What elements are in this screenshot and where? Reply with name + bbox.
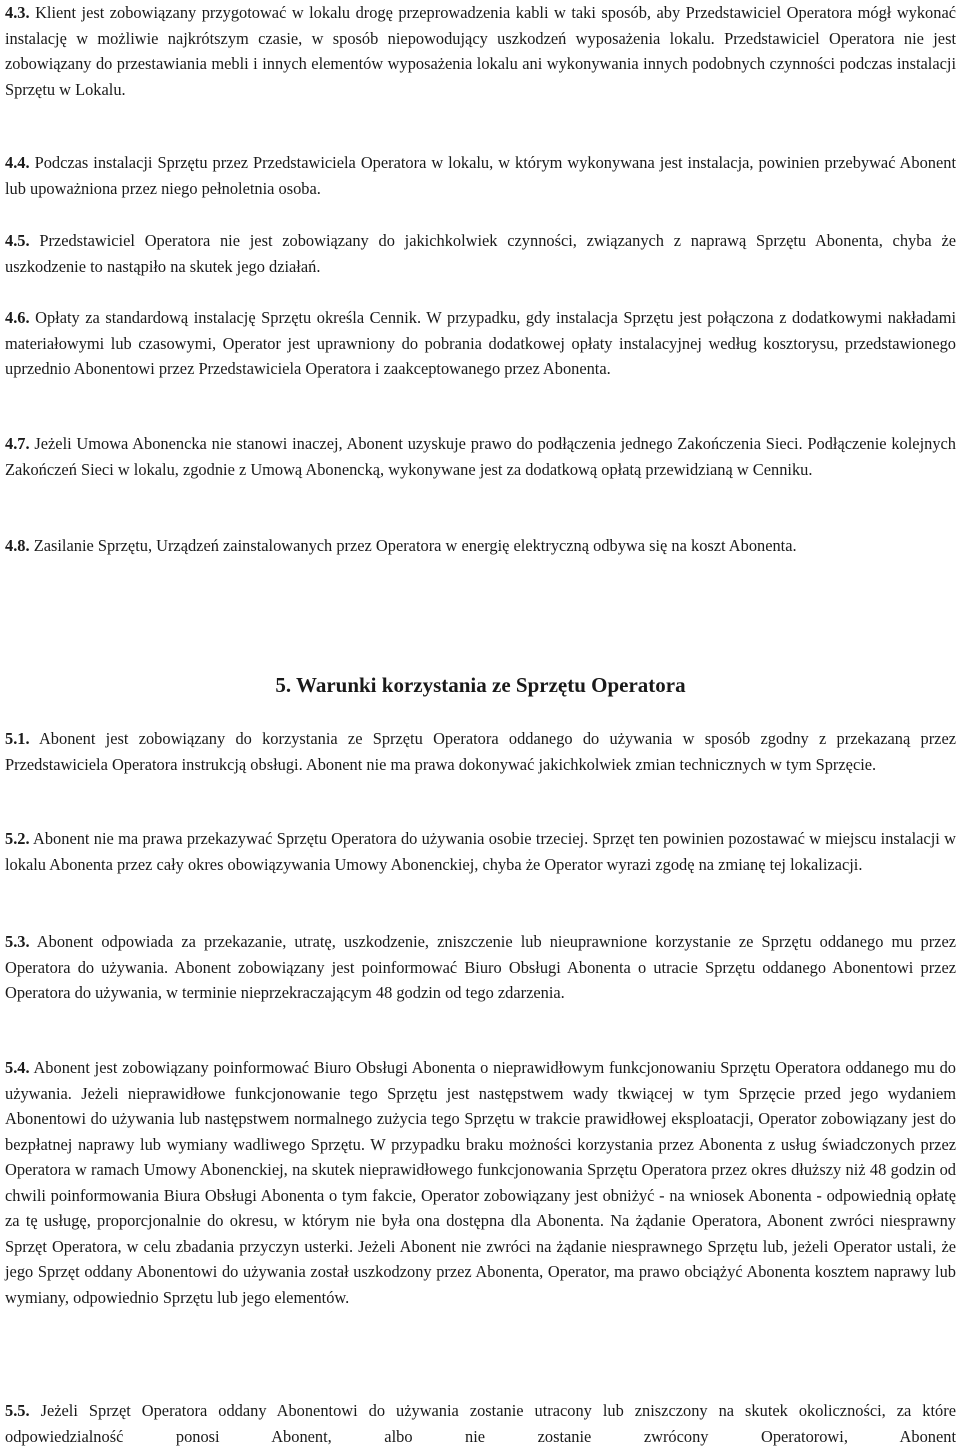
- paragraph-text: Abonent jest zobowiązany poinformować Biuro Obsługi Abonenta o nieprawidłowym funkcjonowaniu Sprzętu Operatora oddanego mu do używania. Jeżeli nieprawidłowe funkcjonowanie tego Sprzętu jest następstwem wady tkwiącej w tym Sprzęcie przed jego wydaniem Abonentowi do używania lub następstwem normalnego zużycia tego Sprzętu w trakcie prawidłowej eksploatacji, Operator zobowiązany jest do bezpłatnej naprawy lub wymiany wadliwego Sprzętu. W przypadku braku możności korzystania przez Abonenta z usług świadczonych przez Operatora w ramach Umowy Abonenckiej, na skutek nieprawidłowego funkcjonowania Sprzętu Operatora przez okres dłuższy niż 48 godzin od chwili poinformowania Biura Obsługi Abonenta o tym fakcie, Operator zobowiązany jest obniżyć - na wniosek Abonenta - odpowiednią opłatę za tę usługę, proporcjonalnie do okresu, w którym nie była ona dostępna dla Abonenta. Na żądanie Operatora, Abonent zwróci niesprawny Sprzęt Operatora, w celu zbadania przyczyn usterki. Jeżeli Abonent nie zwróci na żądanie niesprawnego Sprzętu lub, jeżeli Operator ustali, że jego Sprzęt oddany Abonentowi do używania został uszkodzony przez Abonenta, Operator, ma prawo obciążyć Abonenta kosztem naprawy lub wymiany, odpowiednio Sprzętu lub jego elementów.: [5, 1058, 956, 1307]
- paragraph-4-7: [5, 431, 956, 482]
- paragraph-number: 4.6.: [5, 308, 30, 327]
- paragraph-text: Jeżeli Umowa Abonencka nie stanowi inaczej, Abonent uzyskuje prawo do podłączenia jednego Zakończenia Sieci. Podłączenie kolejnych Zakończeń Sieci w lokalu, zgodnie z Umową Abonencką, wykonywane jest za dodatkową opłatą przewidzianą w Cenniku.: [5, 434, 956, 479]
- paragraph-text: Podczas instalacji Sprzętu przez Przedstawiciela Operatora w lokalu, w którym wykonywana jest instalacja, powinien przebywać Abonent lub upoważniona przez niego pełnoletnia osoba.: [5, 153, 956, 198]
- paragraph-text: Jeżeli Sprzęt Operatora oddany Abonentowi do używania zostanie utracony lub zniszczony na skutek okoliczności, za które odpowiedzialność ponosi Abonent, albo nie zostanie zwrócony Operatorowi, Abonent: [5, 1401, 956, 1446]
- paragraph-number: 4.5.: [5, 231, 30, 250]
- paragraph-text: Klient jest zobowiązany przygotować w lokalu drogę przeprowadzenia kabli w taki sposób, aby Przedstawiciel Operatora mógł wykonać instalację w możliwie najkrótszym czasie, w sposób niepowodujący uszkodzeń wyposażenia lokalu. Przedstawiciel Operatora nie jest zobowiązany do przestawiania mebli i innych elementów wyposażenia lokalu ani wykonywania innych podobnych czynności podczas instalacji Sprzętu w Lokalu.: [5, 3, 956, 99]
- paragraph-number: 5.3.: [5, 932, 30, 951]
- paragraph-number: 4.7.: [5, 434, 30, 453]
- paragraph-4-8: [5, 533, 797, 559]
- paragraph-text: Opłaty za standardową instalację Sprzętu określa Cennik. W przypadku, gdy instalacja Sprzętu jest połączona z dodatkowymi nakładami materiałowymi lub czasowymi, Operator jest uprawniony do pobrania dodatkowej opłaty instalacyjnej według kosztorysu, przedstawionego uprzednio Abonentowi przez Przedstawiciela Operatora i zaakceptowanego przez Abonenta.: [5, 308, 956, 378]
- paragraph-number: 4.4.: [5, 153, 30, 172]
- paragraph-number: 5.1.: [5, 729, 30, 748]
- paragraph-5-5: [5, 1398, 956, 1449]
- paragraph-5-4: [5, 1055, 956, 1310]
- paragraph-4-4: [5, 150, 956, 201]
- paragraph-text: Abonent nie ma prawa przekazywać Sprzętu Operatora do używania osobie trzeciej. Sprzęt ten powinien pozostawać w miejscu instalacji w lokalu Abonenta przez cały okres obowiązywania Umowy Abonenckiej, chyba że Operator wyrazi zgodę na zmianę tej lokalizacji.: [5, 829, 956, 874]
- paragraph-number: 4.8.: [5, 536, 30, 555]
- section-heading: 5. Warunki korzystania ze Sprzętu Operatora: [275, 673, 686, 697]
- paragraph-4-3: [5, 0, 956, 102]
- paragraph-5-3: [5, 929, 956, 1006]
- paragraph-text: Abonent jest zobowiązany do korzystania ze Sprzętu Operatora oddanego do używania w sposób zgodny z przekazaną przez Przedstawiciela Operatora instrukcją obsługi. Abonent nie ma prawa dokonywać jakichkolwiek zmian technicznych w tym Sprzęcie.: [5, 729, 956, 774]
- paragraph-4-5: [5, 228, 956, 279]
- paragraph-text: Abonent odpowiada za przekazanie, utratę, uszkodzenie, zniszczenie lub nieuprawnione korzystanie ze Sprzętu oddanego mu przez Operatora do używania. Abonent zobowiązany jest poinformować Biuro Obsługi Abonenta o utracie Sprzętu oddanego Abonentowi przez Operatora do używania, w terminie nieprzekraczającym 48 godzin od tego zdarzenia.: [5, 932, 956, 1002]
- paragraph-text: Zasilanie Sprzętu, Urządzeń zainstalowanych przez Operatora w energię elektryczną odbywa się na koszt Abonenta.: [33, 536, 797, 555]
- paragraph-4-6: [5, 305, 956, 382]
- paragraph-5-1: [5, 726, 956, 777]
- paragraph-5-2: [5, 826, 956, 877]
- paragraph-text: Przedstawiciel Operatora nie jest zobowiązany do jakichkolwiek czynności, związanych z naprawą Sprzętu Abonenta, chyba że uszkodzenie to nastąpiło na skutek jego działań.: [5, 231, 956, 276]
- paragraph-number: 5.2.: [5, 829, 30, 848]
- paragraph-number: 4.3.: [5, 3, 30, 22]
- paragraph-number: 5.5.: [5, 1401, 30, 1420]
- paragraph-number: 5.4.: [5, 1058, 30, 1077]
